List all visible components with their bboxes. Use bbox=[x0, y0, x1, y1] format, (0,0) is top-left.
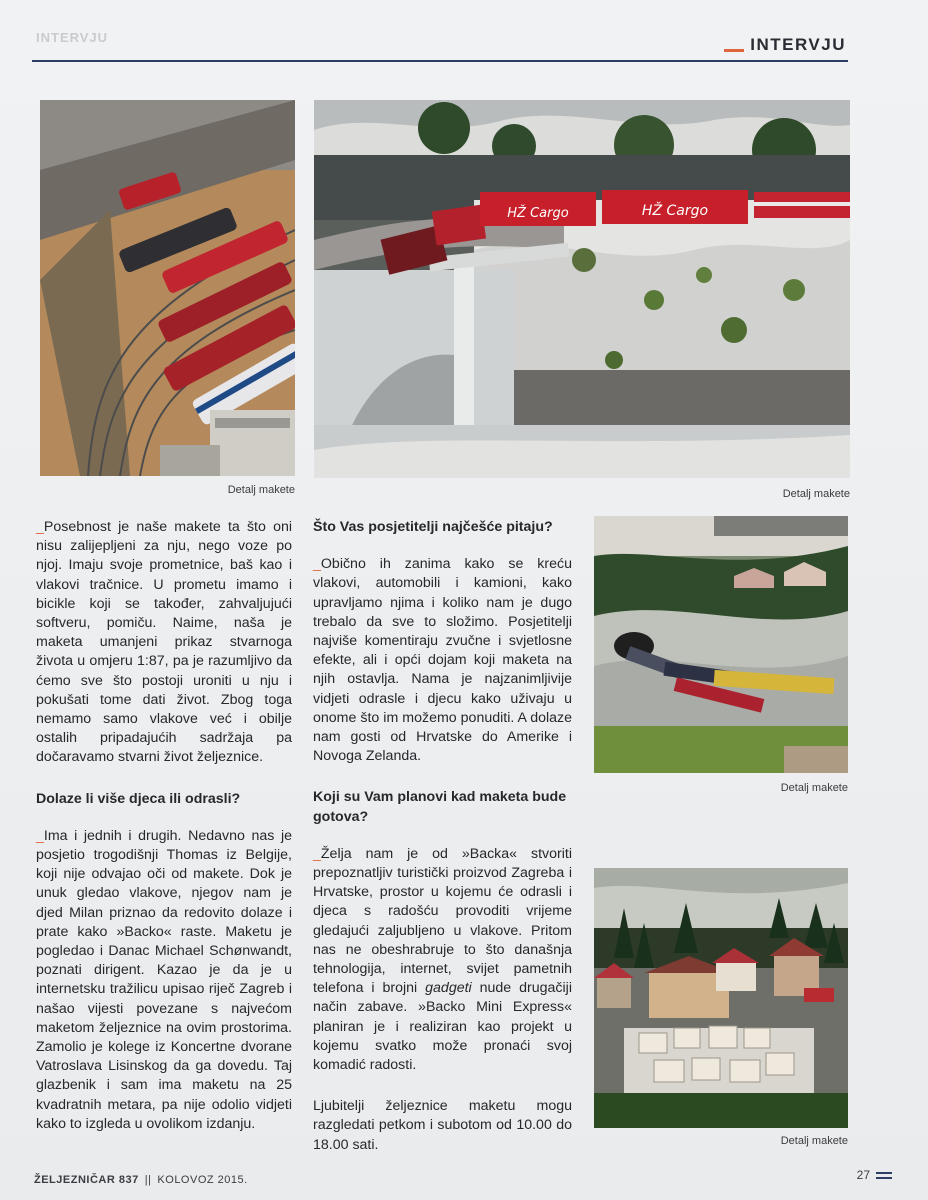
footer bbox=[34, 1174, 248, 1186]
left-paragraph-2: _Ima i jednih i drugih. Nedavno nas je posjetio trogodišnji Thomas iz Belgije, koji nije odvajao oči od makete. Dok je unuk gledao vlakove, njegov nam je djed Milan priznao da redovito dolaze i prate kako »Backo« raste. Maketu je pogledao i Danac Michael Schønwandt, poznati dirigent. Kazao je da je u internetsku tražilicu upisao riječ Zagreb i našao vijesti povezane s najvećom maketom željeznice na ovim prostorima. Zamolio je kolege iz Koncertne dvorane Vatroslava Lisinskog da ga dovedu. Taj glazbenik i sam ima maketu na 25 kvadratnih metara, pa nije odolio vidjeti kako to izgleda u ovolikom izdanju. bbox=[36, 827, 292, 1132]
page-bars-icon bbox=[876, 1172, 892, 1179]
photo-parked-trains bbox=[40, 100, 295, 476]
section-label bbox=[724, 35, 846, 55]
photo-tunnel-trains bbox=[594, 516, 848, 773]
magazine-name: ŽELJEZNIČAR 837 bbox=[34, 1174, 139, 1186]
caption-photo-4: Detalj makete bbox=[780, 1135, 848, 1147]
wagon-label-2: HŽ Cargo bbox=[641, 203, 709, 219]
gadgeti-emphasis: gadgeti bbox=[425, 980, 472, 997]
para-marker: _ bbox=[313, 845, 321, 862]
question-heading-2: Što Vas posjetitelji najčešće pitaju? bbox=[313, 519, 553, 535]
caption-photo-2: Detalj makete bbox=[782, 488, 850, 500]
ghost-section-label: INTERVJU bbox=[36, 30, 109, 45]
para-marker: _ bbox=[36, 519, 44, 535]
header-rule bbox=[32, 60, 848, 62]
para-marker: _ bbox=[313, 556, 321, 573]
page-number-block bbox=[857, 1168, 892, 1182]
middle-column bbox=[313, 518, 572, 1172]
mid-paragraph-1: _Obično ih zanima kako se kreću vlakovi, automobili i kamioni, kako upravljamo njima i koliko nam je dugo trebalo da sve to složimo. Posjetitelji najviše komentiraju zvučne i svjetlosne efekte, ali i opći dojam koji maketa na njih ostavlja. Nama je najzanimljivije vidjeti odrasle i djecu kako uživaju u onome što im možemo ponuditi. A dolaze nam gosti od Hrvatske do Amerike i Novoga Zelanda. bbox=[313, 556, 572, 765]
left-paragraph-1: _Posebnost je naše makete ta što oni nisu zalijepljeni za nju, nego voze po njoj. Imaju svoje prometnice, baš kao i vlakovi tračnice. U prometu imamo i bicikle koji se također, zahvaljujući softveru, pomiču. Naime, naša je maketa umanjeni prikaz stvarnoga života u omjeru 1:87, pa je razumljivo da ćemo sve što postoji uroniti u nju i pokušati tome dati život. Zbog toga nemamo samo vlakove već i obilje ostalih pripadajućih sadržaja pa dočaravamo stvarni život željeznice. bbox=[36, 519, 292, 766]
section-title: INTERVJU bbox=[750, 35, 846, 54]
para-marker: _ bbox=[36, 827, 44, 844]
mid-paragraph-2: _Želja nam je od »Backa« stvoriti prepoznatljiv turistički proizvod Zagreba i Hrvatske, prostor u kojemu će odrasli i djeca s radošću provoditi vrijeme gledajući zaljubljeno u vlakove. Pritom nas ne obeshrabruje to što današnja tehnologija, internet, svijet pametnih telefona i brojni gadgeti nude drugačiji način zabave. »Backo Mini Express« planiran je i realiziran kao projekt u kojemu svatko može pronaći svoj komadić radosti. bbox=[313, 845, 572, 1074]
wagon-label-1: HŽ Cargo bbox=[507, 206, 569, 221]
caption-photo-3: Detalj makete bbox=[780, 782, 848, 794]
left-column bbox=[36, 518, 292, 1151]
mid-paragraph-3: Ljubitelji željeznice maketu mogu razgledati petkom i subotom od 10.00 do 18.00 sati. bbox=[313, 1098, 572, 1153]
photo-model-town bbox=[594, 868, 848, 1128]
page-number: 27 bbox=[856, 1168, 870, 1182]
section-dash bbox=[724, 49, 744, 52]
footer-separator: || bbox=[144, 1174, 152, 1186]
caption-photo-1: Detalj makete bbox=[227, 484, 295, 496]
issue-date: KOLOVOZ 2015. bbox=[157, 1174, 248, 1186]
photo-hz-cargo-bridge bbox=[314, 100, 850, 478]
question-heading-1: Dolaze li više djeca ili odrasli? bbox=[36, 790, 241, 807]
question-heading-3: Koji su Vam planovi kad maketa bude gotova? bbox=[313, 789, 567, 825]
